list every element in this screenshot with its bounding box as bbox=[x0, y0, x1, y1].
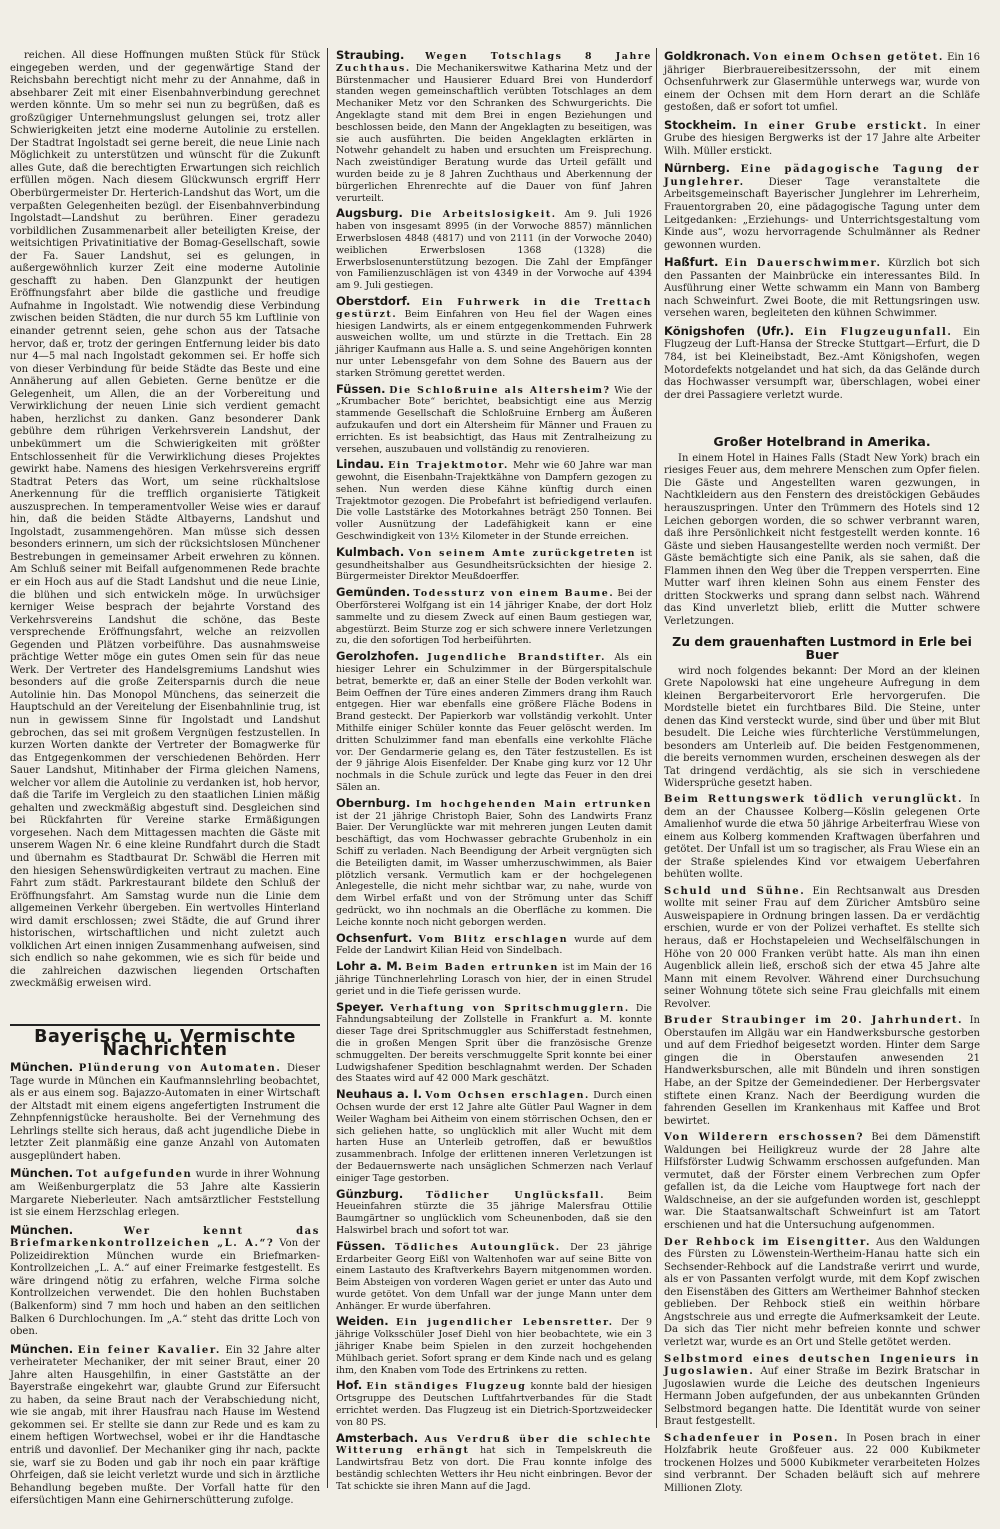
news-item bbox=[336, 1316, 652, 1376]
article-continuation: reichen. All diese Hoffnungen mußten Stück für Stück eingegeben werden, und der gegenwärtige Stand der Reichsbahn berechtigt nicht mehr zu der Annahme, daß in absehbarer Zeit mit einer Eisenbahnverbindung gerechnet werden könnte. Um so mehr sei nun zu begrüßen, daß es großzügiger Unternehmungslust gelungen sei, trotz aller Schwierigkeiten jetzt eine moderne Autolinie zu erstellen. Der Stadtrat Ingolstadt sei gerne bereit, die neue Linie nach Möglichkeit zu unterstützen und wünscht für die Zukunft alles Gute, daß die berechtigten Erwartungen sich reichlich erfüllen mögen. Nach diesem Glückwunsch ergriff Herr Oberbürgermeister Dr. Herterich-Landshut das Wort, um die verpaßten Gelegenheiten bezügl. der Eisenbahnverbindung Ingolstadt—Landshut zu berühren. Einer geradezu vorbildlichen Zusammenarbeit aller beteiligten Kreise, der weitsichtigen Privatinitiative der Bomag-Gesellschaft, sowie der Fa. Sauer Landshut, sei es gelungen, in außergewöhnlich kurzer Zeit eine moderne Autolinie geschafft zu haben. Den Glanzpunkt der heutigen Eröffnungsfahrt aber bilde die gastliche und freudige Aufnahme in Ingolstadt. Wie notwendig diese Verbindung zwischen beiden Städten, die nur durch 55 km Luftlinie von einander getrennt seien, gehe schon aus der Tatsache hervor, daß er, trotz der geringen Entfernung leider bis dato nur 4—5 mal nach Ingolstadt gekommen sei. Er hoffe sich von dieser Verbindung für beide Städte das Beste und eine Annäherung auf allen Gebieten. Gerne benütze er die Gelegenheit, um Allen, die an der Vorbereitung und Verwirklichung der neuen Linie sich verdient gemacht haben, herzlichst zu danken. Ganz besonderer Dank gebühre dem rührigen Verkehrsverein Landshut, der unbekümmert um die Schwierigkeiten mit größter Entschlossenheit für die Verwirklichung dieses Projektes gewirkt habe. Namens des hiesigen Verkehrsvereins ergriff Stadtrat Peters das Wort, um seine rückhaltslose Anerkennung für die trefflich organisierte Tätigkeit auszusprechen. In temperamentvoller Weise wies er darauf hin, daß die beiden Städte Altbayerns, Landshut und Ingolstadt, zusammengehören. Man müsse sich dessen besonders erinnern, um sich der rücksichtslosen Münchener Bestrebungen in gemeinsamer Arbeit erwehren zu können. Am Schluß seiner mit Beifall aufgenommenen Rede brachte er ein Hoch aus auf die Stadt Landshut und die neue Linie, die blühen und sich entwickeln möge. In urwüchsiger kerniger Weise besprach der bejahrte Vorstand des Verkehrsvereins Landshut die schöne, das Beste versprechende Eröffnungsfahrt, welche an reizvollen Gegenden und Plätzen vorbeiführe. Das ausnahmsweise prächtige Wetter möge ein gutes Omen sein für das neue Werk. Der Vertreter des Handelsgremiums Landshut wies besonders auf die große Zeitersparnis durch die neue Autolinie hin. Das Monopol Münchens, das seinerzeit die Hauptschuld an der Vereitelung der Eisenbahnlinie trug, ist nun in gewissem Sinne für Ingolstadt und Landshut gebrochen, das sei mit großem Vergnügen festzustellen. In kurzen Worten dankte der Vertreter der Bomagwerke für das Entgegenkommen der verschiedenen Behörden. Herr Sauer Landshut, Mitinhaber der Firma gleichen Namens, welcher vor allem die Autolinie zu verdanken ist, hob hervor, daß die Tarife im Vergleich zu den staatlichen Linien mäßig gehalten und zweckmäßig abgestuft sind. Desgleichen sind bei Rückfahrten für Vereine starke Ermäßigungen vorgesehen. Nach dem Mittagessen machten die Gäste mit unserem Wagen Nr. 6 eine kleine Rundfahrt durch die Stadt und übernahm es Stadtbaurat Dr. Schwäbl die Herren mit den hiesigen Sehenswürdigkeiten vertraut zu machen. Eine Fahrt zum städt. Parkrestaurant bildete den Schluß der Eröffnungsfahrt. Am Samstag wurde nun die Linie dem allgemeinen Verkehr übergeben. Ein wertvolles Hinterland wird damit erschlossen; zwei Städte, die auf Grund ihrer historischen, wirtschaftlichen und nicht zuletzt auch volklichen Art einen innigen Zusammenhang aufweisen, sind sich endlich so nahe gekommen, wie es sich für beide und die zahlreichen dazwischen liegenden Ortschaften zweckmäßig erweisen wird. bbox=[10, 50, 320, 990]
news-place: Oberstdorf. bbox=[336, 293, 411, 308]
news-place: Nürnberg. bbox=[664, 161, 730, 176]
news-item bbox=[664, 1132, 980, 1232]
news-text: Beim Heueinfahren stürzte die 35 jährige Malersfrau Ottilie Baumgärtner so unglücklich vom Scheunenboden, daß sie den Halswirbel brach und sofort tot war. bbox=[336, 1189, 653, 1236]
article-title: Zu dem grauenhaften Lustmord in Erle bei Buer bbox=[672, 634, 972, 662]
news-headline: Tödlicher Unglücksfall. bbox=[425, 1189, 606, 1201]
news-place: Günzburg. bbox=[336, 1186, 404, 1201]
news-headline: Die Arbeitslosigkeit. bbox=[410, 209, 557, 221]
news-headline: Wegen Totschlags 8 Jahre Zuchthaus. bbox=[336, 51, 652, 74]
news-text: In Posen brach in einer Holzfabrik heute Großfeuer aus. 22 000 Kubikmeter trockenen Holzes und 5000 Kubikmeter verarbeiteten Holzes sind verbrannt. Der Schaden beläuft sich auf mehrere Millionen Zloty. bbox=[664, 1432, 980, 1494]
news-text: Als ein hiesiger Lehrer ein Schulzimmer in der Bürgerspitalschule betrat, bemerkte er, daß an einer Stelle der Boden verkohlt war. Beim Oeffnen der Türe eines anderen Zimmers drang ihm Rauch entgegen. Hier war ebenfalls eine größere Fläche Bodens in Brand gesteckt. Der Papierkorb war vollständig verkohlt. Unter Mithilfe einiger Schüler konnte das Feuer gelöscht werden. Im dritten Schulzimmer fand man ebenfalls eine verkohlte Fläche vor. Der Gendarmerie gelang es, den Täter festzustellen. Es ist der 9 jährige Alois Eisenfelder. Der Knabe ging kurz vor 12 Uhr nochmals in die Schule zurück und legte das Feuer in den drei Sälen an. bbox=[336, 652, 652, 794]
news-item bbox=[664, 886, 980, 1011]
news-headline: Plünderung von Automaten. bbox=[78, 1063, 282, 1075]
news-text: Durch einen Ochsen wurde der erst 12 Jahre alte Gütler Paul Wagner in dem Weiler Wagham bei Aitheim von einem störrischen Ochsen, den er sich geliehen hatte, so unglücklich mit aller Wucht mit dem harten Huse an Unterleib getroffen, daß er bewußtlos zusammenbrach. Infolge der erlittenen inneren Verletzungen ist der Bedauernswerte nach unsäglichen Schmerzen nach Verlauf einiger Tage gestorben. bbox=[336, 1090, 653, 1184]
column-1 bbox=[10, 50, 320, 1512]
column-3 bbox=[664, 50, 980, 1500]
news-place: München. bbox=[10, 1341, 74, 1356]
news-item bbox=[664, 1354, 980, 1429]
news-item bbox=[336, 1430, 652, 1493]
news-headline: Ein Trajektmotor. bbox=[388, 460, 509, 472]
news-place: Füssen. bbox=[336, 1238, 386, 1253]
article-body: wird noch folgendes bekannt: Der Mord an der kleinen Grete Napolowski hat eine ungeheure Aufregung in dem kleinen Bergarbeitervorort Erle hervorgerufen. Die Mordstelle bietet ein furchtbares Bild. Die Steine, unter denen das Kind versteckt wurde, sind über und über mit Blut besudelt. Die Leiche wies fürchterliche Verstümmelungen, besonders am Unterleib auf. Die beiden Festgenommenen, die bereits vernommen wurden, erscheinen deswegen als der Tat dringend verdächtig, als sie sich in verschiedene Widersprüche gesetzt haben. bbox=[664, 665, 980, 790]
news-headline: Ein jugendlicher Lebensretter. bbox=[396, 1317, 614, 1329]
news-text: Mehr wie 60 Jahre war man gewohnt, die Eisenbahn-Trajektkähne von Dampfern gezogen zu sehen. Nun werden diese Kähne künftig durch einen Trajektmotor gezogen. Die Probefahrt ist befriedigend verlaufen. Die volle Laststärke des Motorkahnes beträgt 250 Tonnen. Bei voller Ausnützung der Ladefähigkeit kann er eine Geschwindigkeit von 13½ Kilometer in der Stunde erreichen. bbox=[336, 460, 653, 543]
news-place: Augsburg. bbox=[336, 206, 403, 221]
column-rule bbox=[327, 48, 328, 1488]
news-headline: Schadenfeuer in Posen. bbox=[664, 1432, 840, 1444]
news-text: Auf einer Straße im Bezirk Bratschar in Jugoslawien wurde die Leiche des deutschen Ingenieurs Hermann Joben aufgefunden, der aus unbekannten Gründen Selbstmord begangen hatte. Die Identität wurde von seiner Braut festgestellt. bbox=[664, 1366, 980, 1428]
news-item bbox=[664, 50, 980, 115]
news-text: ist gesundheitshalber aus Gesundheitsrücksichten der hiesige 2. Bürgermeister Direktor Meußdoerffer. bbox=[336, 547, 652, 583]
news-text: ist der 21 jährige Christoph Baier, Sohn des Landwirts Franz Baier. Der Verunglückte war mit mehreren jungen Leuten damit beschäftigt, das vom Hochwasser gebrachte Grubenholz in ein Schiff zu verladen. Nach Beendigung der Arbeit vergnügten sich die Beteiligten damit, im Wasser umherzuschwimmen, als Baier plötzlich versank. Vermutlich kam er der hochgelegenen Anlegestelle, die nicht mehr sichtbar war, zu nahe, wurde von dem Wirbel erfaßt und von der Strömung unter das Schiff gedrückt, wo ihn nochmals an die Oberfläche zu kommen. Die Leiche konnte noch nicht geborgen werden. bbox=[336, 810, 652, 928]
news-item bbox=[336, 999, 652, 1086]
news-place: Straubing. bbox=[336, 48, 405, 62]
news-item bbox=[336, 587, 652, 647]
news-text: Die Fahndungsabteilung der Zollstelle in Frankfurt a. M. konnte dieser Tage drei Spritschmuggler aus Schifferstadt festnehmen, die in großen Mengen Sprit über die französische Grenze schmuggelten. Der bereits verschmuggelte Sprit konnte bei einer Ludwigshafener Spedition beschlagnahmt werden. Der Schaden des Staates wird auf 42 000 Mark geschätzt. bbox=[336, 1002, 652, 1085]
news-item bbox=[336, 1089, 652, 1184]
news-item bbox=[664, 1237, 980, 1350]
news-text: Von der Polizeidirektion München wurde ein Briefmarken-Kontrollzeichen „L. A.“ auf einer Freimarke festgestellt. Es wäre dringend nötig zu erfahren, welche Firma solche Kontrollzeichen verwendet. Die den hohlen Buchstaben (Balkenform) sind 7 mm hoch und haben an den seitlichen Balken 6 Durchlochungen. Im „A.“ steht das dritte Loch von oben. bbox=[10, 1238, 320, 1338]
news-item bbox=[10, 1343, 320, 1508]
news-item bbox=[10, 1224, 320, 1339]
column-rule bbox=[656, 48, 657, 1428]
news-text: Ein 32 Jahre alter verheirateter Mechaniker, der mit seiner Braut, einer 20 Jahre alten Hausgehilfin, in einer Gaststätte an der Bayerstraße eingekehrt war, glaubte Grund zur Eifersucht zu haben, da seine Braut nach der Verabschiedung nicht, wie sie angab, mit ihrer Hausfrau nach Hause im Westend gekommen sei. Er stellte sie dann zur Rede und es kam zu einem heftigen Wortwechsel, wobei er ihr die Handtasche entriß und davonlief. Der Mechaniker ging ihr nach, packte sie, warf sie zu Boden und gab ihr noch ein paar kräftige Ohrfeigen, daß sie leicht verletzt wurde und sich in ärztliche Behandlung begeben mußte. Der Vorfall hatte für den eifersüchtigen Mann eine Gehirnerschütterung zufolge. bbox=[10, 1344, 320, 1507]
news-item bbox=[664, 256, 980, 321]
news-item bbox=[336, 544, 652, 583]
news-text: Beim Einfahren von Heu fiel der Wagen eines hiesigen Landwirts, als er einem entgegenkommenden Fuhrwerk ausweichen wollte, um und stürzte in die Trettach. Ein 28 jähriger Kaufmann aus Halle a. S. und seine Angehörigen konnten nur unter Lebensgefahr von dem Sohne des Bauern aus der starken Strömung gerettet werden. bbox=[336, 308, 652, 379]
news-text: konnte bald der hiesigen Ortsgruppe des Deutschen Luftfahrtverbandes für die Stadt errichtet werden. Das Flugzeug ist ein Dietrich-Sportzweidecker von 80 PS. bbox=[336, 1381, 652, 1428]
news-item bbox=[336, 50, 652, 204]
news-text: hat sich in Tempelskreuth die Landwirtsfrau Betz von dort. Die Frau konnte infolge des beständig schlechten Wetters ihr Heu nicht einbringen. Bevor der Tat schickte sie ihren Mann auf die Jagd. bbox=[336, 1445, 652, 1492]
news-headline: Wer kennt das Briefmarkenkontrollzeichen „L. A.“? bbox=[10, 1225, 320, 1250]
news-text: Bei der Oberförsterei Wolfgang ist ein 14 jähriger Knabe, der dort Holz sammelte und zu diesem Zweck auf einen Baum gestiegen war, abgestürzt. Beim Sturze zog er sich schwere innere Verletzungen zu, die den sofortigen Tod herbeiführten. bbox=[336, 588, 652, 647]
news-item bbox=[664, 1433, 980, 1496]
news-item bbox=[664, 794, 980, 882]
news-headline: Ein Dauerschwimmer. bbox=[724, 258, 882, 270]
news-headline: Im hochgehenden Main ertrunken bbox=[415, 798, 652, 810]
news-headline: Tot aufgefunden bbox=[76, 1169, 193, 1181]
news-text: In Oberstaufen im Allgäu war ein Handwerksbursche gestorben und auf dem Friedhof beigesetzt worden. Hinter dem Sarge gingen die in Oberstaufen anwesenden 21 Handwerksburschen, alle mit Bündeln und ihren sonstigen Habe, an der Spitze der Gemeindediener. Der Herbergsvater stiftete einen Kranz. Nach der Beerdigung wurden die fahrenden Gesellen im Krankenhaus mit Kaffee und Brot bewirtet. bbox=[664, 1015, 980, 1127]
news-headline: Vom Ochsen erschlagen. bbox=[425, 1090, 590, 1102]
news-place: Speyer. bbox=[336, 999, 385, 1014]
news-headline: Von Wilderern erschossen? bbox=[664, 1132, 865, 1144]
news-headline: Jugendliche Brandstifter. bbox=[427, 652, 606, 664]
news-item bbox=[336, 381, 653, 456]
news-item bbox=[336, 208, 652, 292]
news-place: Königshofen (Ufr.). bbox=[664, 323, 794, 338]
news-place: Lohr a. M. bbox=[336, 959, 403, 974]
news-text: Die Mechanikerswitwe Katharina Metz und der Bürstenmacher und Hausierer Eduard Brei von Hunderdorf standen wegen gemeinschaftlich verübten Totschlages an dem Mechaniker Metz vor den Schranken des Schwurgerichts. Die Angeklagte stand mit dem Brei in engen Beziehungen und beschlossen beide, den Mann der Angeklagten zu beseitigen, was sie auch ausführten. Die beiden Angeklagten erklärten in Notwehr gehandelt zu haben und ersuchten um Freisprechung. Nach zweistündiger Beratung wurde das Urteil gefällt und wurden beide zu je 8 Jahren Zuchthaus und Aberkennung der bürgerlichen Ehrenrechte auf die Dauer von fünf Jahren verurteilt. bbox=[336, 62, 652, 204]
section-title: Bayerische u. Vermischte Nachrichten bbox=[10, 1024, 320, 1056]
news-place: Stockheim. bbox=[664, 117, 737, 132]
article-title: Großer Hotelbrand in Amerika. bbox=[713, 434, 931, 450]
news-item bbox=[336, 459, 652, 543]
news-item bbox=[336, 651, 652, 794]
news-text: Der 23 jährige Erdarbeiter Georg Eißl von Waltenhofen war auf seine Bitte von einem Lastauto des Kraftverkehrs Bayern mitgenommen worden. Beim Absteigen von vorderen Wagen geriet er unter das Auto und wurde getötet. Von dem Unfall war der junge Mann unter dem Anhänger. Er wurde überfahren. bbox=[336, 1241, 653, 1312]
news-item bbox=[336, 961, 652, 997]
news-item bbox=[10, 1061, 320, 1163]
news-headline: Bruder Straubinger im 20. Jahrhundert. bbox=[664, 1015, 964, 1027]
news-place: Hof. bbox=[336, 1378, 363, 1393]
news-text: ist im Main der 16 jährige Tünchnerlehrling Lorasch von hier, der in einen Strudel geriet und in die Tiefe gerissen wurde. bbox=[336, 962, 653, 997]
news-headline: In einer Grube erstickt. bbox=[744, 120, 929, 132]
news-item bbox=[10, 1167, 320, 1219]
column-2 bbox=[336, 50, 652, 1497]
news-headline: Aus Verdruß über die schlechte Witterung erhängt bbox=[336, 1433, 652, 1457]
news-item bbox=[664, 119, 980, 159]
news-item bbox=[664, 1015, 980, 1128]
news-text: In einer Grube des hiesigen Bergwerks ist der 17 Jahre alte Arbeiter Wilh. Müller erstickt. bbox=[664, 120, 980, 157]
news-headline: Von seinem Amte zurückgetreten bbox=[408, 547, 637, 559]
news-item bbox=[336, 1238, 653, 1313]
news-place: Obernburg. bbox=[336, 795, 411, 810]
news-place: Lindau. bbox=[336, 457, 385, 472]
news-headline: Vom Blitz erschlagen bbox=[418, 933, 569, 945]
news-headline: Tödliches Autounglück. bbox=[394, 1241, 561, 1253]
news-headline: Schuld und Sühne. bbox=[664, 885, 806, 897]
news-text: Ein 16 jähriger Bierbrauereibesitzerssohn, der mit einem Ochsenfuhrwerk zur Glasermühle unterwegs war, wurde von einem der Ochsen mit dem Horn derart an die Schläfe gestoßen, daß er sofort tot umfiel. bbox=[664, 52, 980, 114]
article-body: In einem Hotel in Haines Falls (Stadt New York) brach ein riesiges Feuer aus, dem mehrere Menschen zum Opfer fielen. Die Gäste und Angestellten waren gezwungen, in Nachtkleidern aus den Fenstern des dreistöckigen Gebäudes herauszuspringen. Unter den Trümmern des Hotels sind 12 Leichen geborgen worden, die so schwer verbrannt waren, daß ihre Persönlichkeit nicht festgestellt werden konnte. 16 Gäste und sieben Hausangestellte werden noch vermißt. Der Gäste bemächtigte sich eine Panik, als sie sahen, daß die Flammen ihnen den Weg über die Treppen versperrten. Eine Mutter warf ihren kleinen Sohn aus einem Fenster des dritten Stockwerks und sprang dann selbst nach. Während das Kind unverletzt blieb, erlitt die Mutter schwere Verletzungen. bbox=[664, 452, 980, 627]
news-headline: Ein Fuhrwerk in die Trettach gestürzt. bbox=[336, 296, 652, 320]
news-item bbox=[336, 293, 652, 380]
news-text: Dieser Tage veranstaltete die Arbeitsgemeinschaft Bayerischer Junglehrer im Lehrerheim, Frauentorgraben 20, eine pädagogische Tagung unter dem Leitgedanken: „Erziehungs- und Unterrichtsgestaltung vom Kinde aus“, wozu hervorragende Schulmänner als Redner gewonnen wurden. bbox=[664, 176, 980, 251]
news-text: Bei dem Dämenstift Waldungen bei Heiligkreuz wurde der 28 Jahre alte Hilfsförster Ludwig Schwamm erschossen aufgefunden. Man vermutet, daß der Förster einem Verbrechen zum Opfer gefallen ist, da die Leiche vom Hauptwege fort nach der Waldschneise, an der sie aufgefunden worden ist, geschleppt war. Die Staatsanwaltschaft Schweinfurt ist am Tatort erschienen und hat die Untersuchung aufgenommen. bbox=[664, 1132, 981, 1232]
news-place: Gemünden. bbox=[336, 585, 411, 600]
news-place: Füssen. bbox=[336, 381, 386, 396]
news-text: Aus den Waldungen des Fürsten zu Löwenstein-Wertheim-Hanau hatte sich ein Sechsender-Rehbock auf die Landstraße verirrt und wurde, als er von Passanten verfolgt wurde, mit dem Kopf zwischen den Eisenstäben des Gitters am Wertheimer Bahnhof stecken geblieben. Der Rehbock stieß ein weithin hörbare Angstschreie aus und erregte die Aufmerksamkeit der Leute. Da sich das Tier nicht mehr befreien konnte und schwer verletzt war, wurde es an Ort und Stelle getötet werden. bbox=[664, 1236, 980, 1348]
news-place: Weiden. bbox=[336, 1314, 389, 1329]
news-text: Ein Flugzeug der Luft-Hansa der Strecke Stuttgart—Erfurt, die D 784, ist bei Kleineibstadt, Bez.-Amt Königshofen, wegen Motordefekts notgelandet und hat sich, da das Gelände durch das Hochwasser versumpft war, überschlagen, wobei einer der drei Passagiere verletzt wurde. bbox=[664, 326, 980, 401]
news-headline: Ein feiner Kavalier. bbox=[77, 1344, 221, 1356]
news-headline: Ein ständiges Flugzeug bbox=[366, 1381, 527, 1393]
news-text: Am 9. Juli 1926 haben von insgesamt 8995 (in der Vorwoche 8857) männlichen Erwerbslosen 4848 (4817) und von 2111 (in der Vorwoche 2040) weiblichen Erwerbslosen 1368 (1328) die Erwerbslosenunterstützung bezogen. Die Zahl der Empfänger von Familienzuschlägen ist von 4349 in der Vorwoche auf 4394 am 9. Juli gestiegen. bbox=[336, 209, 653, 292]
news-headline: Beim Baden ertrunken bbox=[405, 962, 559, 974]
news-headline: Eine pädagogische Tagung der Junglehrer. bbox=[664, 164, 980, 188]
news-text: Dieser Tage wurde in München ein Kaufmannslehrling beobachtet, als er aus einem sog. Bajazzo-Automaten in einer Wirtschaft der Altstadt mit einem eigens angefertigten Instrument die Zehnpfennigstücke herausholte. Bei der Vernehmung des Lehrlings stellte sich heraus, daß acht jugendliche Diebe in letzter Zeit planmäßig eine ganze Anzahl von Automaten ausgeplündert haben. bbox=[10, 1063, 320, 1162]
news-place: Goldkronach. bbox=[664, 49, 751, 63]
news-headline: Todessturz von einem Baume. bbox=[413, 588, 615, 600]
news-place: Neuhaus a. I. bbox=[336, 1087, 422, 1102]
news-item bbox=[336, 1380, 652, 1428]
news-headline: Ein Flugzeugunfall. bbox=[804, 326, 953, 338]
news-place: Ochsenfurt. bbox=[336, 930, 413, 945]
news-headline: Von einem Ochsen getötet. bbox=[753, 52, 944, 63]
news-text: Der 9 jährige Volksschüler Josef Diehl von hier beobachtete, wie ein 3 jähriger Knabe beim Spielen in den zurzeit hochgehenden Mühlbach geriet. Sofort sprang er dem Kinde nach und es gelang ihm, den Knaben vom Tode des Ertrinkens zu retten. bbox=[336, 1317, 653, 1376]
news-text: wurde in ihrer Wohnung am Weißenburgerplatz die 53 Jahre alte Kassierin Margarete Nieberleuter. Nach amtsärztlicher Feststellung ist sie einem Herzschlag erlegen. bbox=[10, 1169, 320, 1219]
news-text: In dem an der Chaussee Kolberg—Köslin gelegenen Orte Amalienhof wurde die etwa 50 jährige Arbeiterfrau Wiese von einem aus Kolberg kommenden Kraftwagen überfahren und getötet. Der Unfall ist um so tragischer, als Frau Wiese ein an der Straße spielendes Kind vor etwaigem Ueberfahren behüten wollte. bbox=[664, 793, 980, 881]
news-place: München. bbox=[10, 1060, 74, 1075]
news-headline: Verhaftung von Spritschmugglern. bbox=[390, 1002, 630, 1014]
news-place: Gerolzhofen. bbox=[336, 649, 419, 664]
news-place: Haßfurt. bbox=[664, 255, 719, 270]
news-item bbox=[664, 162, 980, 252]
news-text: wurde auf dem Felde der Landwirt Kilian Heid von Sindelbach. bbox=[336, 933, 653, 957]
news-item bbox=[336, 1186, 653, 1237]
news-headline: Der Rehbock im Eisengitter. bbox=[664, 1236, 872, 1248]
news-headline: Die Schloßruine als Altersheim? bbox=[389, 384, 611, 396]
news-text: Ein Rechtsanwalt aus Dresden wollte mit seiner Frau auf dem Züricher Amtsbüro seine Ausweispapiere in Ordnung bringen lassen. Da er verdächtig erschien, wurde er von der Polizei verhaftet. Es stellte sich heraus, daß er Hochstapeleien und Wechselfälschungen in Höhe von 20 000 Franken verübt hatte. Als man ihn einen Augenblick allein ließ, erschoß sich der etwa 45 Jahre alte Mann mit einem Revolver. Während einer Durchsuchung seiner Wohnung tötete sich seine Frau gleichfalls mit einem Revolver. bbox=[664, 885, 980, 1010]
news-headline: Beim Rettungswerk tödlich verunglückt. bbox=[664, 793, 964, 805]
news-place: München. bbox=[10, 1166, 74, 1181]
news-text: Kürzlich bot sich den Passanten der Mainbrücke ein interessantes Bild. In Ausführung einer Wette schwamm ein Mann von Bamberg nach Schweinfurt. Zwei Boote, die mit Rettungsringen usw. versehen waren, begleiteten den kühnen Schwimmer. bbox=[664, 258, 980, 320]
news-item bbox=[664, 325, 980, 402]
news-place: München. bbox=[10, 1222, 74, 1237]
news-place: Kulmbach. bbox=[336, 544, 405, 559]
news-item bbox=[336, 795, 652, 929]
news-place: Amsterbach. bbox=[336, 1430, 419, 1445]
news-text: Wie der „Krumbacher Bote“ berichtet, beabsichtigt eine aus Merzig stammende Gesellschaft die Schloßruine Ernberg am Äußeren aufzukaufen und dort ein Altersheim für Männer und Frauen zu errichten. Es ist beabsichtigt, das Haus mit Zentralheizung zu versehen, auszubauen und vollständig zu renovieren. bbox=[336, 384, 653, 455]
news-headline: Selbstmord eines deutschen Ingenieurs in Jugoslawien. bbox=[664, 1353, 980, 1378]
news-item bbox=[336, 930, 653, 958]
